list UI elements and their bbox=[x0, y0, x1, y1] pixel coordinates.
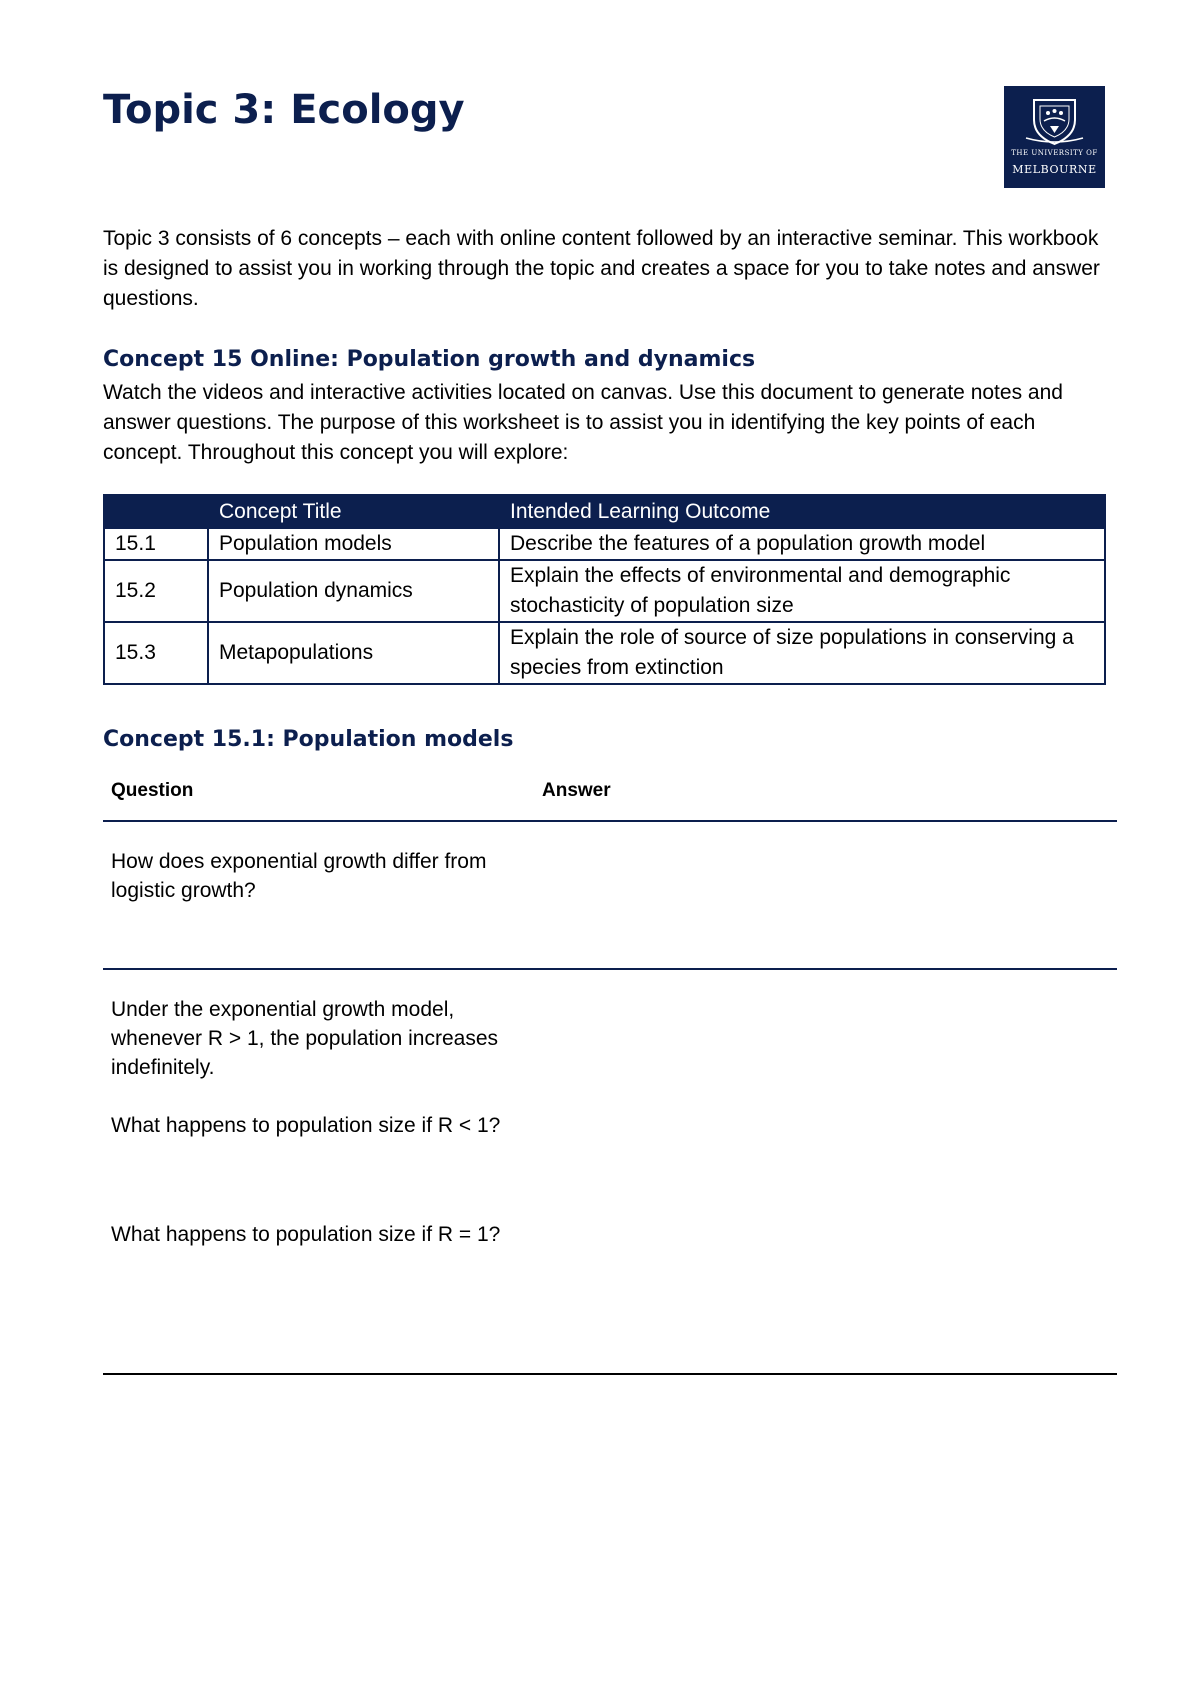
row-title: Population models bbox=[208, 528, 499, 560]
concept-15-heading: Concept 15 Online: Population growth and dynamics bbox=[103, 347, 756, 372]
logo-line-2: MELBOURNE bbox=[1012, 163, 1097, 176]
table-row bbox=[104, 560, 1105, 622]
row-outcome: Explain the role of source of size populations in conserving a species from extinction bbox=[499, 622, 1105, 684]
question-r-less-than-one: What happens to population size if R < 1? bbox=[111, 1114, 501, 1137]
university-crest-icon bbox=[1004, 86, 1105, 148]
row-id: 15.1 bbox=[104, 528, 208, 560]
question-exponential-statement: Under the exponential growth model, whenever R > 1, the population increases indefinitely. bbox=[111, 998, 498, 1079]
concept-15-1-heading: Concept 15.1: Population models bbox=[103, 727, 514, 752]
question-exponential-vs-logistic: How does exponential growth differ from logistic growth? bbox=[111, 850, 487, 902]
concept-15-description: Watch the videos and interactive activities located on canvas. Use this document to generate notes and answer questions. The purpose of this worksheet is to assist you in identifying the key points of each concept. Throughout this concept you will explore: bbox=[103, 381, 1063, 464]
header-cell-id bbox=[104, 495, 208, 528]
intro-paragraph: Topic 3 consists of 6 concepts – each with online content followed by an interactive seminar. This workbook is designed to assist you in working through the topic and creates a space for you to take notes and answer questions. bbox=[103, 227, 1100, 310]
page-title: Topic 3: Ecology bbox=[103, 87, 465, 133]
table-header-row bbox=[104, 495, 1105, 528]
row-title: Population dynamics bbox=[208, 560, 499, 622]
university-logo bbox=[1004, 86, 1105, 188]
qa-bottom-rule bbox=[103, 1373, 1117, 1375]
question-r-equals-one: What happens to population size if R = 1? bbox=[111, 1223, 501, 1246]
learning-outcomes-table bbox=[103, 494, 1106, 685]
row-id: 15.3 bbox=[104, 622, 208, 684]
row-id: 15.2 bbox=[104, 560, 208, 622]
row-title: Metapopulations bbox=[208, 622, 499, 684]
row-outcome: Describe the features of a population growth model bbox=[499, 528, 1105, 560]
header-cell-outcome: Intended Learning Outcome bbox=[499, 495, 1105, 528]
question-column-header: Question bbox=[111, 780, 194, 801]
table-row bbox=[104, 528, 1105, 560]
logo-line-1: THE UNIVERSITY OF bbox=[1011, 149, 1098, 157]
qa-row-divider bbox=[103, 968, 1117, 970]
header-cell-concept-title: Concept Title bbox=[208, 495, 499, 528]
qa-header-divider bbox=[103, 820, 1117, 822]
answer-column-header: Answer bbox=[542, 780, 611, 801]
row-outcome: Explain the effects of environmental and demographic stochasticity of population size bbox=[499, 560, 1105, 622]
table-row bbox=[104, 622, 1105, 684]
